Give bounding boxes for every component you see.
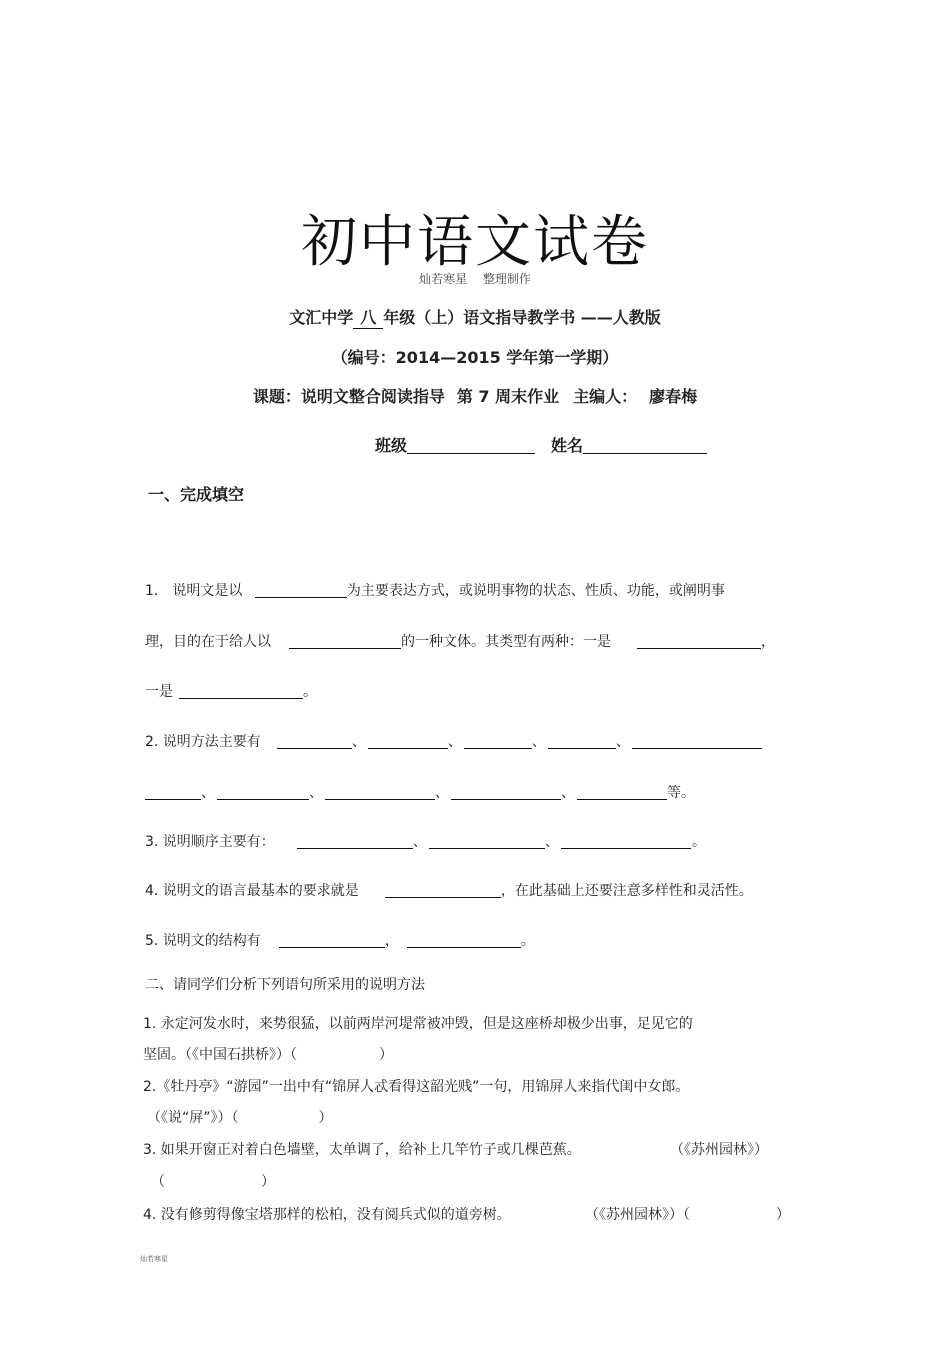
q3-blank-1[interactable] [297,834,413,849]
q2-blank-6[interactable] [145,785,201,800]
s2-item3-text: 3. 如果开窗正对着白色墙壁，太单调了，给补上几竿竹子或几棵芭蕉。 [143,1142,581,1158]
q1-text-a: 说明文是以 [172,583,243,599]
grade: 八 [353,305,383,329]
q2-line1 [145,731,762,751]
q1-num: 1． [145,583,168,599]
q2-sep: 、 [447,734,462,750]
header-line [0,305,950,329]
q3-sep: 、 [412,834,427,850]
q1-blank-1[interactable] [255,583,347,598]
s2-item1-close: ） [379,1047,393,1063]
q2-blank-3[interactable] [464,734,532,749]
q1-text-g: 。 [303,684,317,700]
school: 文汇中学 [289,308,354,327]
s2-item1-line2 [143,1044,393,1064]
q2-blank-4[interactable] [548,734,616,749]
q4-text: 4. 说明文的语言最基本的要求就是 [145,883,359,899]
note: 整理制作 [482,272,531,286]
grade-text: 年级（上）语文指导教学书 ——人教版 [383,308,661,327]
s2-item4-line1 [143,1204,511,1224]
q1-text-f: 一是 [145,684,173,700]
q1-line2 [145,631,775,651]
section1-heading: 一、完成填空 [148,485,245,504]
q2-line2 [145,782,695,802]
q2-blank-5[interactable] [632,734,762,749]
editor: 廖春梅 [649,387,698,406]
class-field[interactable] [407,437,535,454]
s2-item1-line1: 1. 永定河发水时，来势很猛，以前两岸河堤常被冲毁，但是这座桥却极少出事，足见它的 [143,1016,693,1032]
topic: 说明文整合阅读指导 [300,387,445,406]
q3-blank-2[interactable] [429,834,545,849]
s2-item2-line1: 2.《牡丹亭》“游园”一出中有“锦屏人忒看得这韶光贱”一句，用锦屏人来指代闺中女郎。 [143,1079,690,1095]
q3-end: 。 [692,834,706,850]
s2-item3-open: （ [151,1174,165,1190]
q4-rest: ，在此基础上还要注意多样性和灵活性。 [500,883,753,899]
q1-blank-2[interactable] [289,634,401,649]
s2-item2-text: （《说“屏”》）（ [147,1110,239,1126]
s2-item4-source-text: （《苏州园林》）（ [585,1207,690,1223]
q2-sep: 、 [351,734,366,750]
topic-label: 课题： [252,387,301,406]
q2-blank-8[interactable] [325,785,435,800]
week: 第 7 周末作业 [456,387,560,406]
s2-item1-text: 坚固。（《中国石拱桥》）（ [143,1047,297,1063]
class-name-line [375,433,707,456]
q2-blank-9[interactable] [451,785,561,800]
q3-line [145,831,691,851]
s2-item3-line1 [143,1139,581,1159]
q2-end: 等。 [667,785,695,801]
q2-sep: 、 [531,734,546,750]
s2-item4-text: 4. 没有修剪得像宝塔那样的松柏，没有阅兵式似的道旁树。 [143,1207,511,1223]
s2-item3-line2 [151,1171,275,1191]
serial: （编号：2014—2015 学年第一学期） [331,348,619,367]
q2-sep: 、 [561,785,575,801]
q2-blank-7[interactable] [217,785,309,800]
q3-text: 3. 说明顺序主要有： [145,834,275,850]
q5-sep: ， [384,933,399,949]
section2-heading: 二、请同学们分析下列语句所采用的说明方法 [145,977,425,993]
name-label: 姓名 [551,436,584,455]
q1-text-e: ， [761,634,775,650]
q4-blank[interactable] [385,883,501,898]
q2-sep: 、 [435,785,449,801]
s2-item3-close: ） [261,1174,275,1190]
q1-blank-4[interactable] [179,684,303,699]
q2-text: 2. 说明方法主要有 [145,734,261,750]
q5-text: 5. 说明文的结构有 [145,933,261,949]
q2-sep: 、 [201,785,215,801]
q1-text-d: 的一种文体。其类型有两种：一是 [401,634,611,650]
q1-text-b: 为主要表达方式，或说明事物的状态、性质、功能，或阐明事 [346,583,725,599]
q4-line [145,880,753,900]
s2-item4-close: ） [776,1207,790,1223]
footer: 灿若寒星 [140,1255,168,1263]
author: 灿若寒星 [419,272,468,286]
s2-item2-line2 [147,1107,333,1127]
q2-sep: 、 [309,785,323,801]
q2-blank-10[interactable] [577,785,667,800]
q5-blank-1[interactable] [279,933,385,948]
page-title: 初中语文试卷 [301,210,649,275]
q3-blank-3[interactable] [561,834,691,849]
q2-sep: 、 [615,734,630,750]
q3-sep: 、 [544,834,559,850]
s2-item4-source [585,1204,790,1224]
name-field[interactable] [583,437,707,454]
subtitle [0,270,950,287]
q1-line3 [145,681,317,701]
editor-label: 主编人： [573,387,638,406]
q5-blank-2[interactable] [407,933,521,948]
q5-end: 。 [520,933,535,949]
topic-line [0,384,950,407]
q2-blank-1[interactable] [277,734,352,749]
q1-text-c: 理，目的在于给人以 [145,634,271,650]
s2-item3-source: （《苏州园林》） [670,1142,768,1158]
q1-line1 [145,580,725,600]
q1-blank-3[interactable] [637,634,761,649]
s2-item2-close: ） [318,1110,333,1126]
class-label: 班级 [375,436,408,455]
q5-line [145,930,535,950]
q2-blank-2[interactable] [368,734,448,749]
